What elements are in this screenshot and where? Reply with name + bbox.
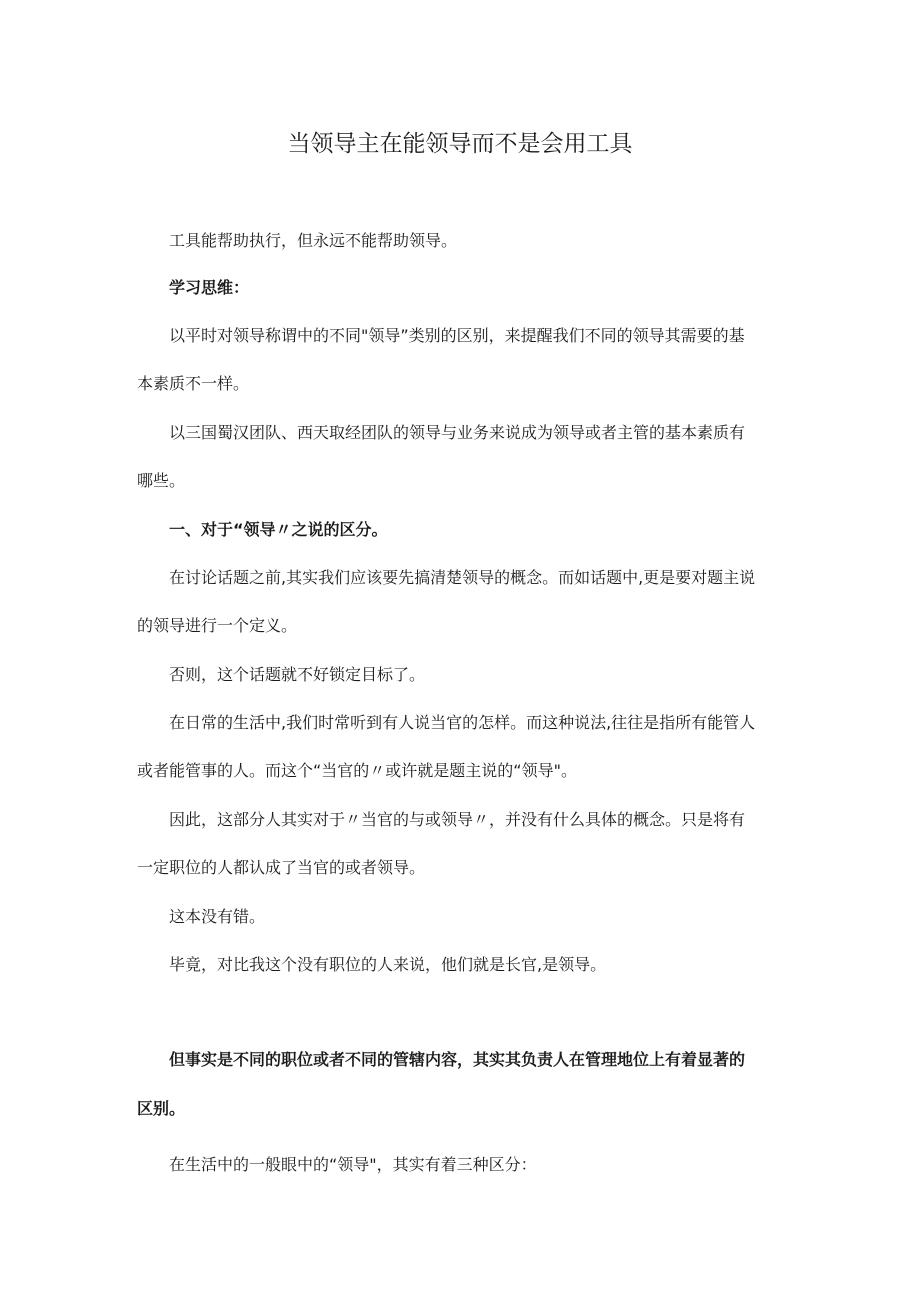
paragraph-8-line-1: 在日常的生活中,我们时常听到有人说当官的怎样。而这种说法,往往是指所有能管人	[169, 713, 756, 732]
paragraph-1: 工具能帮助执行，但永远不能帮助领导。	[169, 231, 458, 250]
paragraph-10: 这本没有错。	[169, 907, 266, 926]
paragraph-13: 在生活中的一般眼中的“领导"，其实有着三种区分：	[169, 1155, 537, 1174]
paragraph-12-line-1: 但事实是不同的职位或者不同的管辖内容，其实其负责人在管理地位上有着显著的	[169, 1050, 746, 1069]
paragraph-6-line-2: 的领导进行一个定义。	[137, 616, 298, 635]
paragraph-4-line-1: 以三国蜀汉团队、西天取经团队的领导与业务来说成为领导或者主管的基本素质有	[169, 423, 746, 442]
paragraph-9-line-1: 因此，这部分人其实对于〃当官的与或领导〃，并没有什么具体的概念。只是将有	[169, 810, 746, 829]
paragraph-11: 毕竟，对比我这个没有职位的人来说，他们就是长官,是领导。	[169, 955, 607, 974]
paragraph-8-line-2: 或者能管事的人。而这个“当官的〃或许就是题主说的“领导"。	[137, 761, 577, 780]
paragraph-6-line-1: 在讨论话题之前,其实我们应该要先搞清楚领导的概念。而如话题中,更是要对题主说	[169, 568, 756, 587]
paragraph-9-line-2: 一定职位的人都认成了当官的或者领导。	[137, 858, 426, 877]
paragraph-3-line-1: 以平时对领导称谓中的不同"领导”类别的区别，来提醒我们不同的领导其需要的基	[169, 326, 745, 345]
section-heading-one: 一、对于“领导〃之说的区分。	[169, 520, 388, 539]
paragraph-3-line-2: 本素质不一样。	[137, 374, 250, 393]
paragraph-12-line-2: 区别。	[137, 1099, 186, 1118]
paragraph-4-line-2: 哪些。	[137, 471, 186, 490]
paragraph-7: 否则，这个话题就不好锁定目标了。	[169, 665, 426, 684]
page-title: 当领导主在能领导而不是会用工具	[287, 131, 633, 157]
section-heading-learning: 学习思维：	[169, 278, 250, 297]
